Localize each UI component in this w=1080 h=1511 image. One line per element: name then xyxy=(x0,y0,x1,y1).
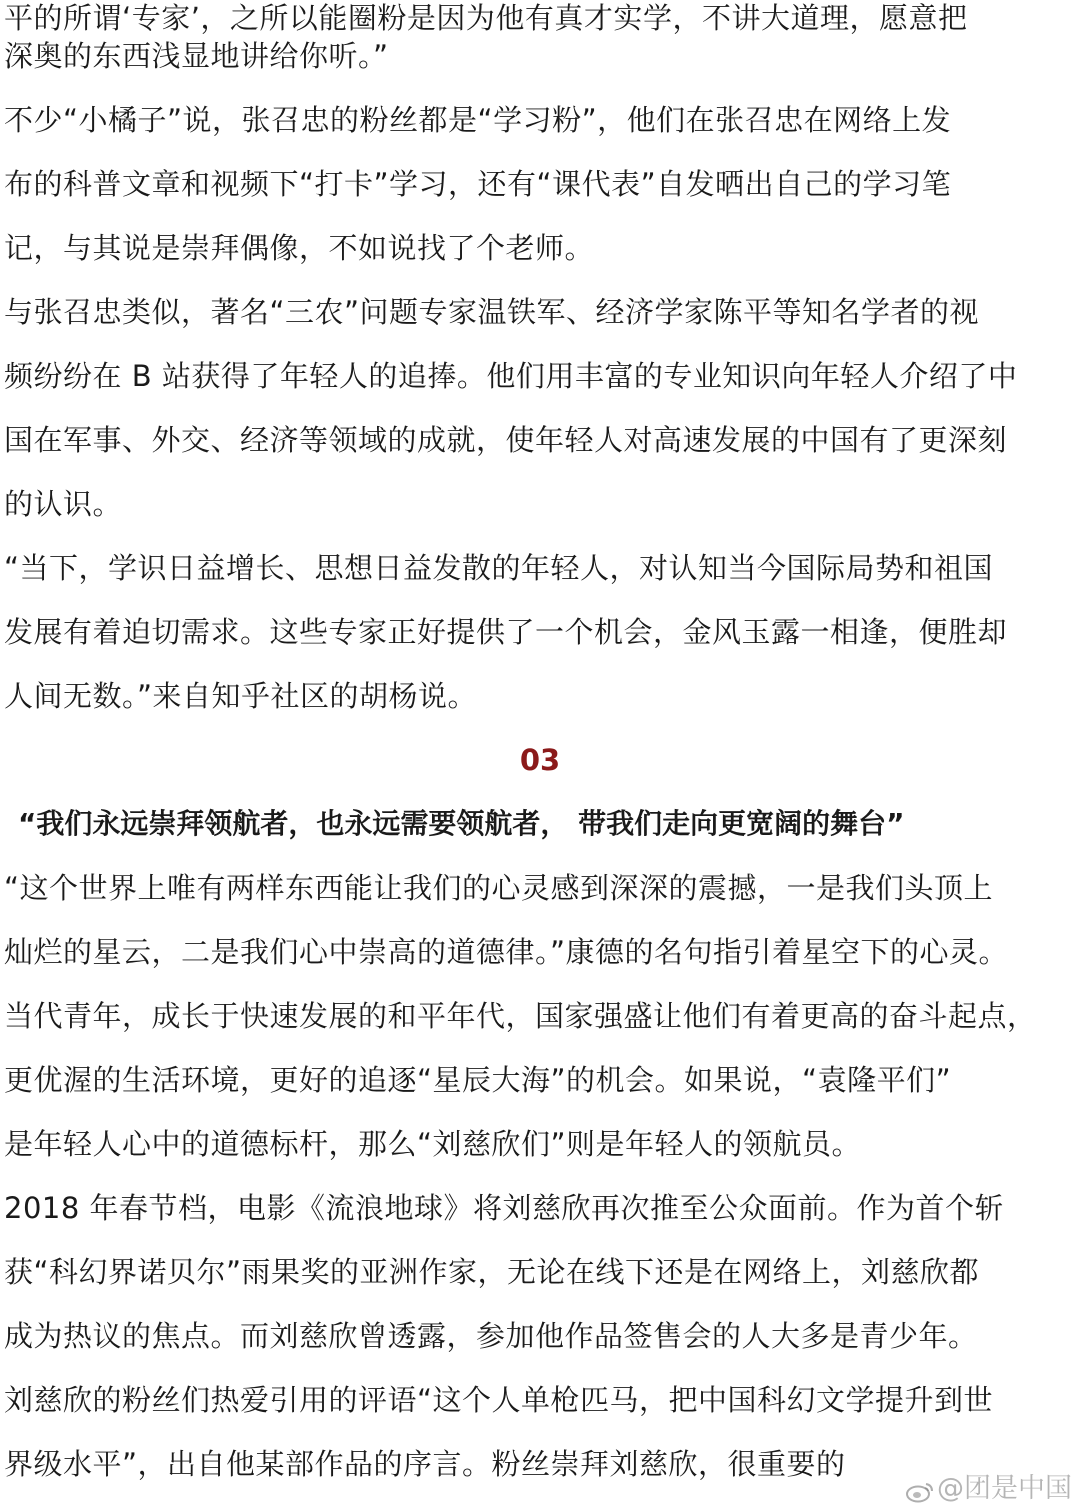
section-heading: “我们永远崇拜领航者，也永远需要领航者， 带我们走向更宽阔的舞台” xyxy=(18,807,905,840)
weibo-logo-icon xyxy=(905,1479,935,1501)
section-number: 03 xyxy=(519,743,561,777)
paragraph-line: 记，与其说是崇拜偶像，不如说找了个老师。 xyxy=(4,231,595,265)
paragraph-line: 发展有着迫切需求。这些专家正好提供了一个机会，金风玉露一相逢，便胜却 xyxy=(4,615,1008,649)
paragraph-line: 人间无数。”来自知乎社区的胡杨说。 xyxy=(4,679,478,713)
paragraph-line: 成为热议的焦点。而刘慈欣曾透露，参加他作品签售会的人大多是青少年。 xyxy=(4,1319,978,1353)
paragraph-line: “这个世界上唯有两样东西能让我们的心灵感到深深的震撼，一是我们头顶上 xyxy=(4,871,994,905)
article-body xyxy=(4,0,1076,1490)
paragraph-line: 灿烂的星云，二是我们心中崇高的道德律。”康德的名句指引着星空下的心灵。 xyxy=(4,935,1009,969)
paragraph-line: 国在军事、外交、经济等领域的成就，使年轻人对高速发展的中国有了更深刻 xyxy=(4,423,1008,457)
paragraph-line: 当代青年，成长于快速发展的和平年代，国家强盛让他们有着更高的奋斗起点， xyxy=(4,999,1037,1033)
paragraph-line: 与张召忠类似，著名“三农”问题专家温铁军、经济学家陈平等知名学者的视 xyxy=(4,295,980,329)
paragraph-line: 更优渥的生活环境，更好的追逐“星辰大海”的机会。如果说，“袁隆平们” xyxy=(4,1063,952,1097)
paragraph-line: 平的所谓‘专家’，之所以能圈粉是因为他有真才实学，不讲大道理，愿意把 xyxy=(4,1,968,35)
paragraph-line: 2018 年春节档，电影《流浪地球》将刘慈欣再次推至公众面前。作为首个斩 xyxy=(4,1191,1005,1225)
paragraph-line: “当下，学识日益增长、思想日益发散的年轻人，对认知当今国际局势和祖国 xyxy=(4,551,994,585)
paragraph-line: 的认识。 xyxy=(4,487,123,521)
watermark xyxy=(905,1466,1072,1505)
paragraph-line: 布的科普文章和视频下“打卡”学习，还有“课代表”自发晒出自己的学习笔 xyxy=(4,167,952,201)
paragraph-line: 深奥的东西浅显地讲给你听。” xyxy=(4,39,389,73)
watermark-text: @团是中国 xyxy=(937,1473,1072,1504)
paragraph-line: 是年轻人心中的道德标杆，那么“刘慈欣们”则是年轻人的领航员。 xyxy=(4,1127,862,1161)
paragraph-line: 界级水平”，出自他某部作品的序言。粉丝崇拜刘慈欣，很重要的 xyxy=(4,1447,846,1481)
paragraph-line: 频纷纷在 B 站获得了年轻人的追捧。他们用丰富的专业知识向年轻人介绍了中 xyxy=(4,359,1018,393)
paragraph-line: 不少“小橘子”说，张召忠的粉丝都是“学习粉”，他们在张召忠在网络上发 xyxy=(4,103,952,137)
paragraph-line: 刘慈欣的粉丝们热爱引用的评语“这个人单枪匹马，把中国科幻文学提升到世 xyxy=(4,1383,994,1417)
paragraph-line: 获“科幻界诺贝尔”雨果奖的亚洲作家，无论在线下还是在网络上，刘慈欣都 xyxy=(4,1255,980,1289)
